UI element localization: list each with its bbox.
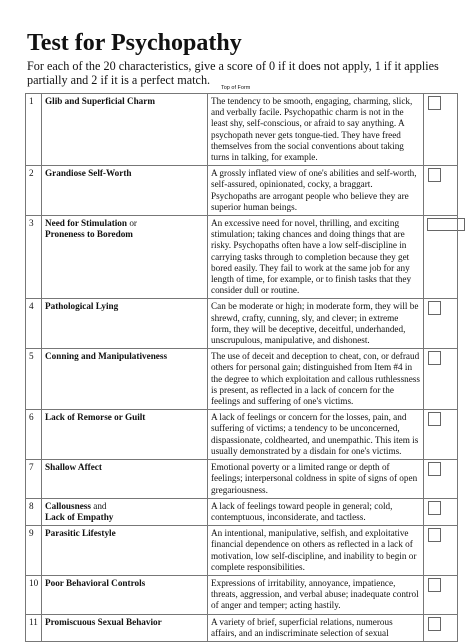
table-row <box>26 94 458 166</box>
table-row <box>26 299 458 349</box>
table-row <box>26 166 458 216</box>
score-input-field[interactable] <box>427 218 465 231</box>
table-row <box>26 575 458 614</box>
score-checkbox[interactable] <box>428 301 441 315</box>
trait-name: Promiscuous Sexual Behavior <box>42 614 208 641</box>
table-row <box>26 498 458 525</box>
trait-description: Can be moderate or high; in moderate form, they will be shrewd, crafty, cunning, sly, and clever; in extreme form, they will be deceptive, deceitful, underhanded, unscrupulous, manipulative, and dishonest. <box>208 299 424 349</box>
score-checkbox[interactable] <box>428 168 441 182</box>
table-row <box>26 614 458 641</box>
score-checkbox[interactable] <box>428 351 441 365</box>
trait-name: Poor Behavioral Controls <box>42 575 208 614</box>
page-title: Test for Psychopathy <box>27 30 242 56</box>
item-number: 5 <box>26 349 42 410</box>
score-checkbox[interactable] <box>428 617 441 631</box>
trait-name: Conning and Manipulativeness <box>42 349 208 410</box>
item-number: 11 <box>26 614 42 641</box>
item-number: 4 <box>26 299 42 349</box>
score-checkbox[interactable] <box>428 96 441 110</box>
table-row <box>26 526 458 576</box>
score-checkbox[interactable] <box>428 578 441 592</box>
score-checkbox[interactable] <box>428 528 441 542</box>
trait-description: A variety of brief, superficial relations, numerous affairs, and an indiscriminate selection of sexual <box>208 614 424 641</box>
trait-description: The use of deceit and deception to cheat, con, or defraud others for personal gain; distinguished from Item #4 in the degree to which exploitation and callous ruthlessness is present, as reflected in a lack of concern for the feelings and suffering of one's victims. <box>208 349 424 410</box>
trait-description: A lack of feelings or concern for the losses, pain, and suffering of victims; a tendency to be unconcerned, dispassionate, coldhearted, and unempathic. This item is usually demonstrated by a disdain for one's victims. <box>208 410 424 460</box>
item-number: 10 <box>26 575 42 614</box>
trait-description: A grossly inflated view of one's abilities and self-worth, self-assured, opinionated, cocky, a braggart. Psychopaths are arrogant people who believe they are superior human beings. <box>208 166 424 216</box>
trait-description: The tendency to be smooth, engaging, charming, slick, and verbally facile. Psychopathic charm is not in the least shy, self-conscious, or afraid to say anything. A psychopath never gets tongue-tied. They have freed themselves from the social conventions about taking turns in talking, for example. <box>208 94 424 166</box>
item-number: 7 <box>26 460 42 499</box>
instructions-text: For each of the 20 characteristics, give a score of 0 if it does not apply, 1 if it applies partially and 2 if it is a perfect match. <box>27 59 439 87</box>
item-number: 2 <box>26 166 42 216</box>
item-number: 3 <box>26 216 42 299</box>
trait-name: Grandiose Self-Worth <box>42 166 208 216</box>
table-row <box>26 349 458 410</box>
score-checkbox[interactable] <box>428 462 441 476</box>
trait-name: Lack of Remorse or Guilt <box>42 410 208 460</box>
score-checkbox[interactable] <box>428 501 441 515</box>
trait-name-part: Proneness to Boredom <box>45 229 133 240</box>
trait-name-part: Need for Stimulation <box>45 218 128 229</box>
table-row <box>26 460 458 499</box>
trait-name-connector: or <box>127 218 137 229</box>
psychopathy-checklist-table <box>25 93 458 642</box>
trait-description: An intentional, manipulative, selfish, and exploitative financial dependence on others as reflected in a lack of motivation, low self-discipline, and inability to begin or complete responsibilities. <box>208 526 424 576</box>
trait-name: Pathological Lying <box>42 299 208 349</box>
item-number: 8 <box>26 498 42 525</box>
trait-description: Expressions of irritability, annoyance, impatience, threats, aggression, and verbal abuse; inadequate control of anger and temper; acting hastily. <box>208 575 424 614</box>
trait-name: Shallow Affect <box>42 460 208 499</box>
form-top-label: Top of Form <box>221 85 251 91</box>
trait-name: Glib and Superficial Charm <box>42 94 208 166</box>
score-checkbox[interactable] <box>428 412 441 426</box>
trait-name <box>42 216 208 299</box>
item-number: 6 <box>26 410 42 460</box>
trait-description: A lack of feelings toward people in general; cold, contemptuous, inconsiderate, and tactless. <box>208 498 424 525</box>
trait-name-part: Callousness <box>45 500 91 511</box>
trait-name: Parasitic Lifestyle <box>42 526 208 576</box>
trait-description: An excessive need for novel, thrilling, and exciting stimulation; taking chances and doing things that are risky. Psychopaths often have a low self-discipline in carrying tasks through to completion because they get bored easily. They fail to work at the same job for any length of time, for example, or to finish tasks that they consider dull or routine. <box>208 216 424 299</box>
trait-name-connector: and <box>90 500 107 511</box>
item-number: 9 <box>26 526 42 576</box>
item-number: 1 <box>26 94 42 166</box>
table-row <box>26 216 458 299</box>
trait-description: Emotional poverty or a limited range or depth of feelings; interpersonal coldness in spite of signs of open gregariousness. <box>208 460 424 499</box>
table-row <box>26 410 458 460</box>
trait-name-part: Lack of Empathy <box>45 511 114 522</box>
trait-name <box>42 498 208 525</box>
